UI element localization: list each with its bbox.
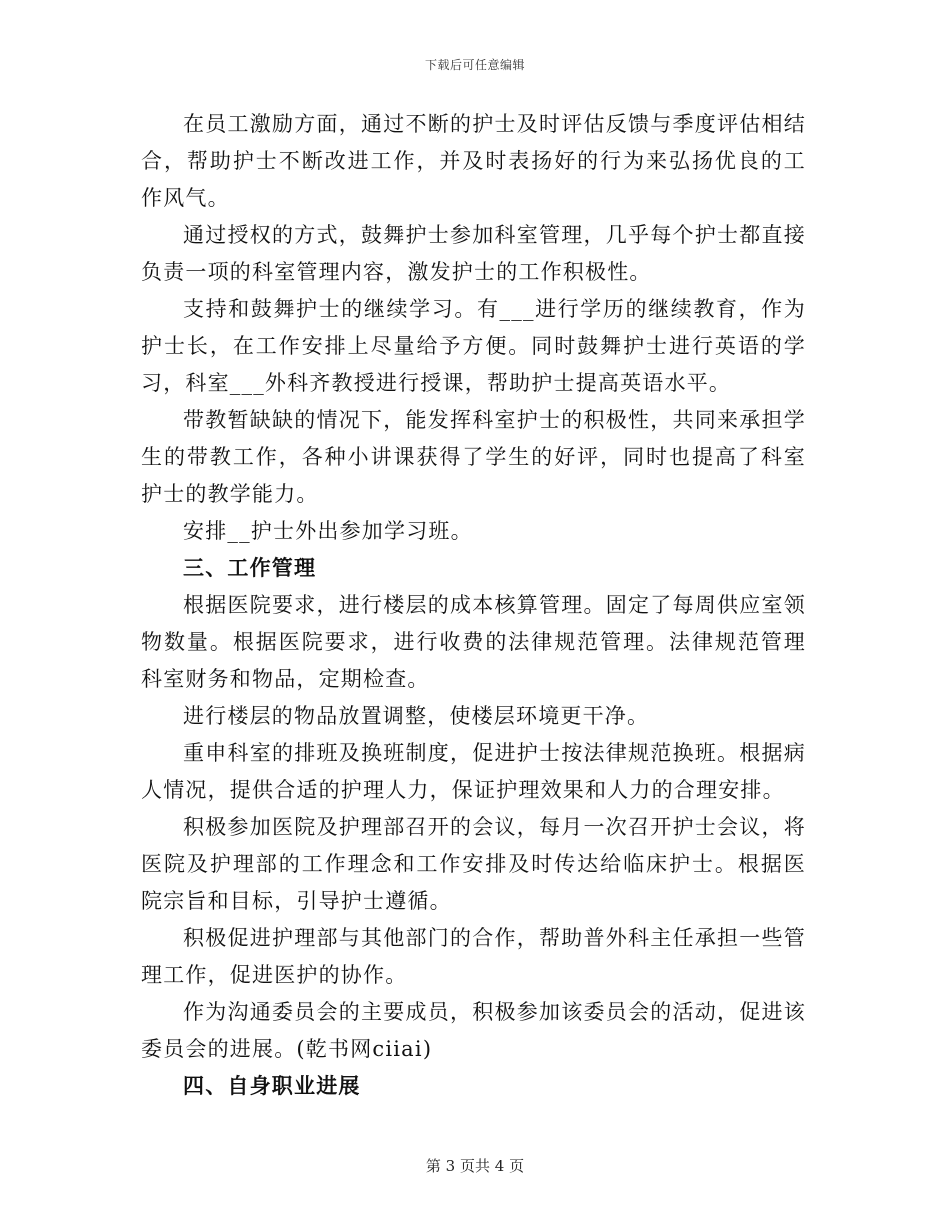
section-heading: 四、自身职业进展 [183,1074,361,1098]
paragraph: 作为沟通委员会的主要成员，积极参加该委员会的活动，促进该委员会的进展。(乾书网ciiai) [141,1000,806,1061]
section-heading: 三、工作管理 [183,556,317,580]
paragraph: 支持和鼓舞护士的继续学习。有___进行学历的继续教育，作为护士长，在工作安排上尽量给予方便。同时鼓舞护士进行英语的学习，科室___外科齐教授进行授课，帮助护士提高英语水平。 [141,297,806,395]
paragraph: 积极促进护理部与其他部门的合作，帮助普外科主任承担一些管理工作，促进医护的协作。 [141,926,806,987]
page-number: 第 3 页共 4 页 [425,1157,525,1175]
paragraph: 进行楼层的物品放置调整，使楼层环境更干净。 [183,704,650,728]
paragraph: 通过授权的方式，鼓舞护士参加科室管理，几乎每个护士都直接负责一项的科室管理内容，激发护士的工作积极性。 [141,223,806,284]
paragraph: 重申科室的排班及换班制度，促进护士按法律规范换班。根据病人情况，提供合适的护理人力，保证护理效果和人力的合理安排。 [141,741,806,802]
paragraph: 积极参加医院及护理部召开的会议，每月一次召开护士会议，将医院及护理部的工作理念和工作安排及时传达给临床护士。根据医院宗旨和目标，引导护士遵循。 [141,815,806,913]
paragraph: 根据医院要求，进行楼层的成本核算管理。固定了每周供应室领物数量。根据医院要求，进行收费的法律规范管理。法律规范管理科室财务和物品，定期检查。 [141,593,806,691]
paragraph: 安排__护士外出参加学习班。 [183,519,473,543]
paragraph: 在员工激励方面，通过不断的护士及时评估反馈与季度评估相结合，帮助护士不断改进工作，并及时表扬好的行为来弘扬优良的工作风气。 [141,112,806,210]
paragraph: 带教暂缺缺的情况下，能发挥科室护士的积极性，共同来承担学生的带教工作，各种小讲课获得了学生的好评，同时也提高了科室护士的教学能力。 [141,408,806,506]
document-body [141,106,806,1105]
page-header: 下载后可任意编辑 [424,58,525,72]
